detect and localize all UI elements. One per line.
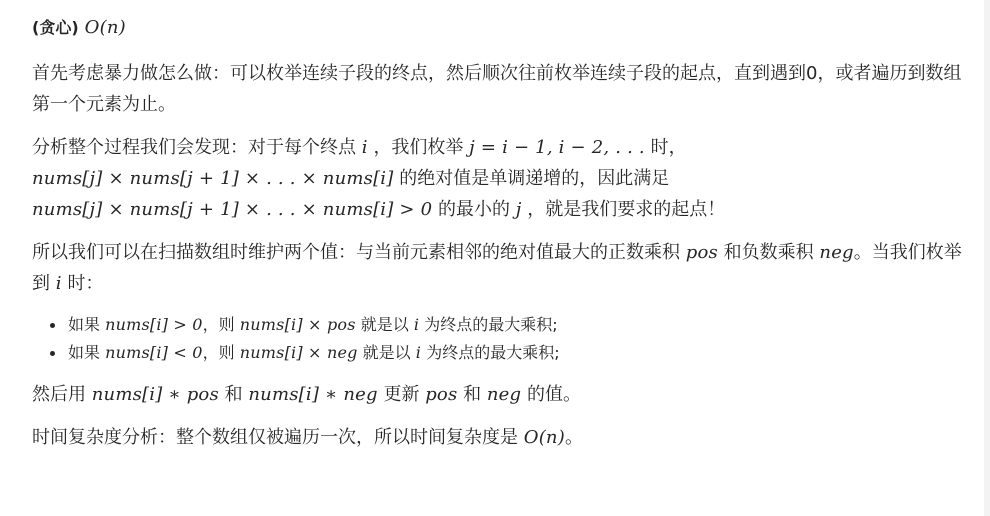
b1-text-2: ，则 xyxy=(202,315,235,334)
b1-text-1: 如果 xyxy=(68,315,101,334)
section-heading xyxy=(32,14,990,42)
p3-text-4: 时： xyxy=(67,273,104,294)
paragraph-update xyxy=(32,379,972,410)
b2-math-cond: nums[i] < 0 xyxy=(105,343,203,362)
p2-text-3: 时， xyxy=(650,137,687,158)
p3-text-1: 所以我们可以在扫描数组时维护两个值：与当前元素相邻的绝对值最大的正数乘积 xyxy=(32,242,680,263)
b1-math-cond: nums[i] > 0 xyxy=(105,315,203,334)
b1-text-3: 就是以 xyxy=(360,315,409,334)
p2-math-j-range: j = i − 1, i − 2, . . . xyxy=(469,137,645,158)
heading-complexity: O(n) xyxy=(84,17,126,38)
list-item xyxy=(50,311,990,339)
heading-label: (贪心) xyxy=(32,18,79,37)
b1-math-i: i xyxy=(413,315,420,334)
paragraph-analysis xyxy=(32,132,972,225)
p4-math-pos: pos xyxy=(425,384,458,405)
p2-text-5: 的最小的 xyxy=(438,199,511,220)
p4-math-neg-update: nums[i] ∗ neg xyxy=(248,384,378,405)
scrollbar-track[interactable] xyxy=(984,0,990,516)
p3-text-2: 和负数乘积 xyxy=(723,242,814,263)
p5-text-1: 时间复杂度分析：整个数组仅被遍历一次，所以时间复杂度是 xyxy=(32,427,518,448)
b1-text-4: 为终点的最大乘积; xyxy=(424,315,558,334)
p3-math-i: i xyxy=(55,273,62,294)
p2-math-i: i xyxy=(361,137,368,158)
p2-math-product: nums[j] × nums[j + 1] × . . . × nums[i] xyxy=(32,168,394,189)
b1-math-product: nums[i] × pos xyxy=(239,315,356,334)
p4-text-5: 的值。 xyxy=(526,384,581,405)
paragraph-pos-neg xyxy=(32,237,972,299)
p4-text-4: 和 xyxy=(463,384,482,405)
b2-math-product: nums[i] × neg xyxy=(239,343,358,362)
paragraph-brute-force xyxy=(32,58,972,120)
paragraph-complexity xyxy=(32,422,972,453)
p5-text-2: 。 xyxy=(564,427,583,448)
p2-text-1: 分析整个过程我们会发现：对于每个终点 xyxy=(32,137,356,158)
p2-math-product-positive: nums[j] × nums[j + 1] × . . . × nums[i] > 0 xyxy=(32,199,433,220)
b2-math-i: i xyxy=(415,343,422,362)
p4-text-2: 和 xyxy=(224,384,243,405)
p2-text-4: 的绝对值是单调递增的，因此满足 xyxy=(399,168,670,189)
p4-text-3: 更新 xyxy=(383,384,420,405)
p2-text-6: ，就是我们要求的起点！ xyxy=(527,199,726,220)
p5-math-complexity: O(n) xyxy=(523,427,565,448)
p3-math-neg: neg xyxy=(819,242,854,263)
b2-text-2: ，则 xyxy=(202,343,235,362)
p4-math-pos-update: nums[i] ∗ pos xyxy=(91,384,219,405)
p3-text-3: 。当我们枚举到 xyxy=(32,242,962,294)
p2-text-2: ，我们枚举 xyxy=(373,137,464,158)
p4-math-neg: neg xyxy=(486,384,522,405)
b2-text-3: 就是以 xyxy=(362,343,411,362)
p3-math-pos: pos xyxy=(685,242,718,263)
p2-math-j: j xyxy=(515,199,522,220)
b2-text-1: 如果 xyxy=(68,343,101,362)
p1-text: 首先考虑暴力做怎么做：可以枚举连续子段的终点，然后顺次往前枚举连续子段的起点，直到遇到0，或者遍历到数组第一个元素为止。 xyxy=(32,63,962,115)
p4-text-1: 然后用 xyxy=(32,384,86,405)
b2-text-4: 为终点的最大乘积; xyxy=(426,343,560,362)
list-item xyxy=(50,339,990,367)
case-list xyxy=(32,311,990,367)
